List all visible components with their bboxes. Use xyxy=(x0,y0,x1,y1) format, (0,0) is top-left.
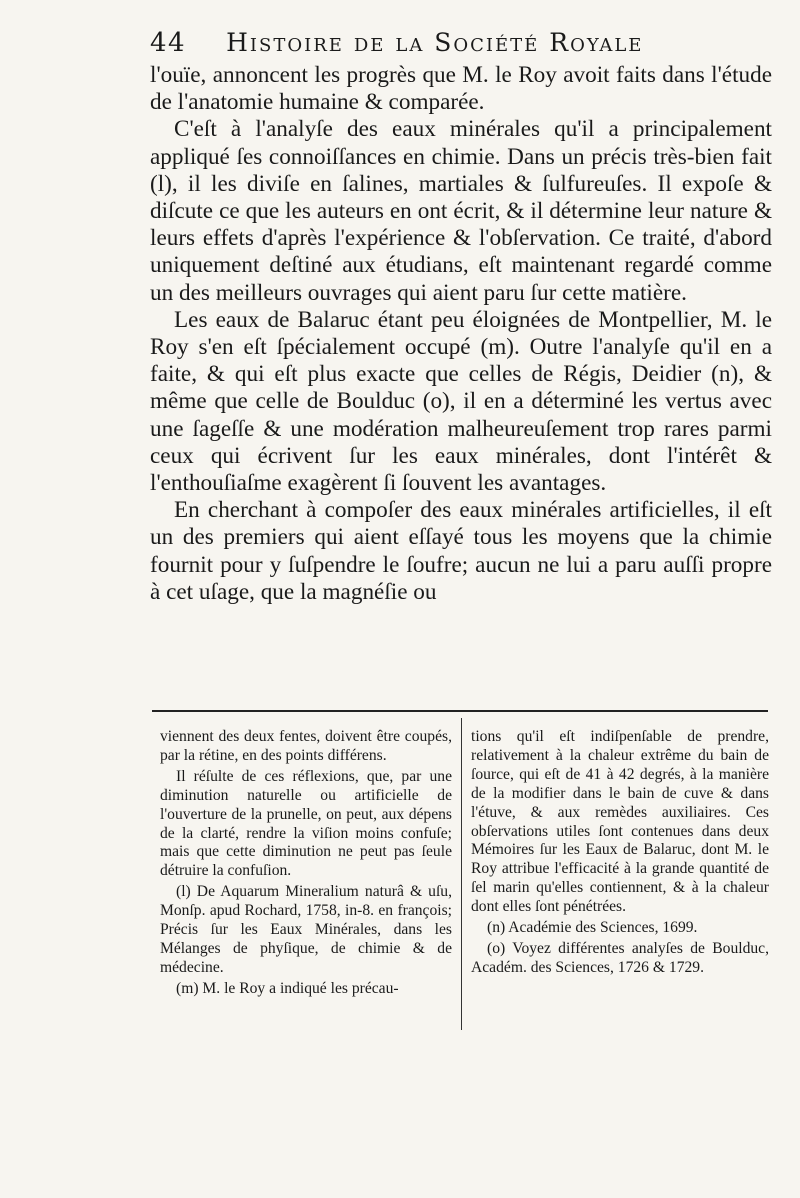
paragraph: C'eſt à l'analyſe des eaux minérales qu'il a principalement appliqué ſes connoiſſances en chimie. Dans un précis très-bien fait (l), il les diviſe en ſalines, martiales & ſulfureuſes. Il expoſe & diſcute ce que les auteurs en ont écrit, & il détermine leur nature & leurs effets d'après l'expérience & l'obſervation. Ce traité, d'abord uniquement deſtiné aux étudians, eſt maintenant regardé comme un des meilleurs ouvrages qui aient paru ſur cette matière. xyxy=(150,116,772,306)
footnote: (o) Voyez différentes analyſes de Boulduc, Académ. des Sciences, 1726 & 1729. xyxy=(471,939,769,976)
main-text xyxy=(150,62,772,606)
footnote: (n) Académie des Sciences, 1699. xyxy=(487,919,698,937)
paragraph: En cherchant à compoſer des eaux minérales artificielles, il eſt un des premiers qui aient eſſayé tous les moyens que la chimie fournit pour y ſuſpendre le ſoufre; aucun ne lui a paru auſſi propre à cet uſage, que la magnéſie ou xyxy=(150,497,772,605)
page-number: 44 xyxy=(150,28,187,58)
running-head: Histoire de la Société Royale xyxy=(226,28,644,57)
footnote-column-divider xyxy=(461,718,462,1030)
footnote-rule xyxy=(152,710,768,712)
footnote: Il réſulte de ces réflexions, que, par une diminution naturelle ou artificielle de l'ouverture de la prunelle, on peut, aux dépens de la clarté, rendre la viſion moins confuſe; mais que cette diminution ne peut pas ſeule détruire la confuſion. xyxy=(160,767,452,880)
page-header xyxy=(150,28,770,58)
paragraph: Les eaux de Balaruc étant peu éloignées de Montpellier, M. le Roy s'en eſt ſpécialement occupé (m). Outre l'analyſe qu'il en a faite, & qui eſt plus exacte que celles de Régis, Deidier (n), & même que celle de Boulduc (o), il en a déterminé les vertus avec une ſageſſe & une modération malheureuſement trop rares parmi ceux qui écrivent ſur les eaux minérales, dont l'intérêt & l'enthouſiaſme exagèrent ſi ſouvent les avantages. xyxy=(150,306,772,497)
footnote: (l) De Aquarum Mineralium naturâ & uſu, Monſp. apud Rochard, 1758, in-8. en françois; Précis ſur les Eaux Minérales, dans les Mélanges de phyſique, de chimie & de médecine. xyxy=(160,883,452,976)
paragraph: l'ouïe, annoncent les progrès que M. le Roy avoit faits dans l'étude de l'anatomie humaine & comparée. xyxy=(150,62,772,116)
footnote: (m) M. le Roy a indiqué les précau- xyxy=(176,979,399,997)
footnote: viennent des deux fentes, doivent être coupés, par la rétine, en des points différens. xyxy=(160,728,452,764)
footnotes-left-column xyxy=(160,728,452,1001)
footnote: tions qu'il eſt indiſpenſable de prendre, relativement à la chaleur extrême du bain de ſource, qui eſt de 41 à 42 degrés, à la manière de la modifier dans le bain de cuve & dans l'étuve, & aux remèdes auxiliaires. Ces obſervations utiles ſont contenues dans deux Mémoires ſur les Eaux de Balaruc, dont M. le Roy attribue l'efficacité à la grande quantité de ſel marin qu'elles contiennent, & à la chaleur dont elles ſont pénétrées. xyxy=(471,728,769,916)
footnotes-right-column xyxy=(471,728,769,980)
